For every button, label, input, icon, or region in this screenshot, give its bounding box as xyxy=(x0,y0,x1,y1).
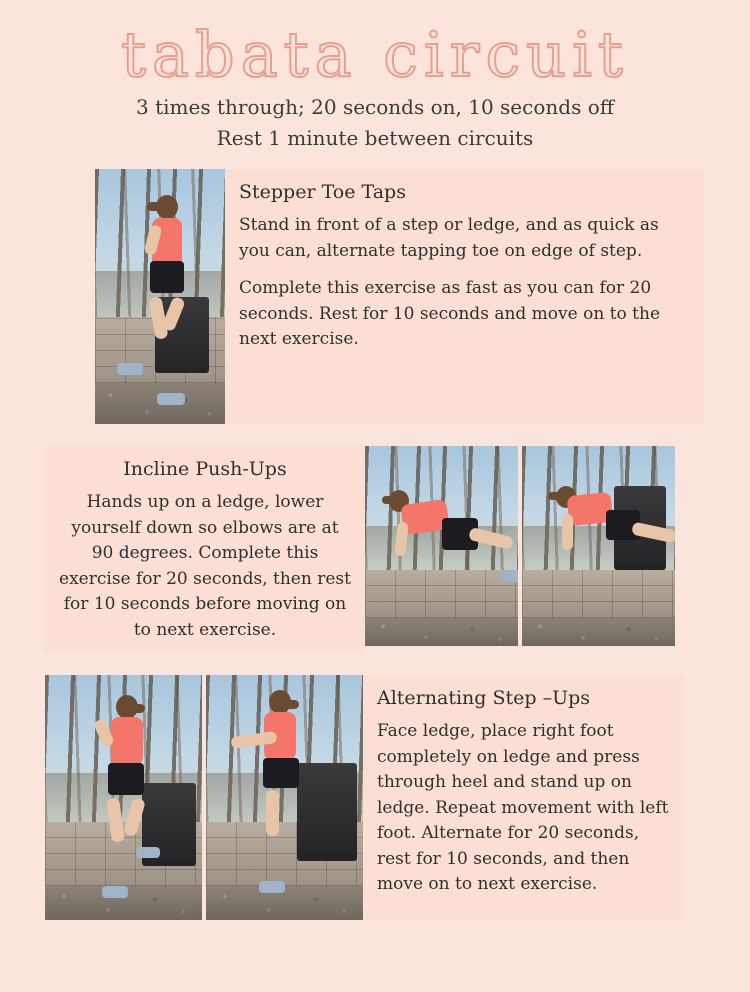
photo-woman-step-up-start-position xyxy=(45,675,202,920)
photo-group xyxy=(45,675,363,920)
subtitle-line-2: Rest 1 minute between circuits xyxy=(216,126,534,151)
figure-shoe-left xyxy=(102,886,128,898)
exercise-text-block xyxy=(225,169,705,424)
exercise-paragraph: Hands up on a ledge, lower yourself down so elbows are at 90 degrees. Complete this exercise for 20 seconds, then rest for 10 seconds before moving on to next exercise. xyxy=(59,492,351,640)
figure-arm xyxy=(562,514,573,550)
figure-ponytail xyxy=(147,202,161,211)
photo-group xyxy=(95,169,225,424)
figure-shoe-left xyxy=(117,363,143,375)
stone-wall xyxy=(522,570,675,618)
figure-shorts xyxy=(108,763,144,795)
photo-woman-incline-push-up-up-position xyxy=(522,446,675,646)
exercise-section-incline-push-ups xyxy=(45,446,750,653)
exercise-title: Stepper Toe Taps xyxy=(239,181,406,204)
figure-leg xyxy=(266,790,279,836)
exercise-paragraph: Complete this exercise as fast as you can for 20 seconds. Rest for 10 seconds and move on to the next exercise. xyxy=(239,278,661,350)
photo-woman-tapping-toe-on-stone-ledge xyxy=(95,169,225,424)
dark-grill-box xyxy=(297,763,357,861)
subtitle-line-1: 3 times through; 20 seconds on, 10 seconds off xyxy=(136,95,614,120)
figure-ponytail xyxy=(285,700,299,709)
figure-shorts xyxy=(263,758,299,788)
exercise-title: Alternating Step –Ups xyxy=(377,687,590,710)
figure-tank-top xyxy=(111,717,143,765)
photo-group xyxy=(365,446,675,653)
exercise-section-stepper-toe-taps xyxy=(95,169,750,424)
photo-woman-step-up-finish-position xyxy=(206,675,363,920)
figure-shoe xyxy=(500,570,518,582)
exercise-text-block xyxy=(363,675,683,920)
gravel-texture xyxy=(365,618,518,646)
figure-shoe xyxy=(259,881,285,893)
page-title: tabata circuit xyxy=(121,18,629,91)
figure-ponytail xyxy=(382,496,395,504)
stone-wall xyxy=(365,570,518,618)
exercise-paragraph: Face ledge, place right foot completely on ledge and press through heel and stand up on ledge. Repeat movement with left foot. Alternate for 20 seconds, rest for 10 seconds, and then move on to next exercise. xyxy=(377,721,669,895)
exercise-title: Incline Push-Ups xyxy=(123,458,287,481)
exercise-text-block xyxy=(45,446,365,653)
figure-shoe-right xyxy=(136,847,160,858)
photo-woman-incline-push-up-down-position xyxy=(365,446,518,646)
gravel-texture xyxy=(522,618,675,646)
figure-ponytail xyxy=(548,492,561,500)
gravel-texture xyxy=(206,886,363,920)
exercise-paragraph: Stand in front of a step or ledge, and as quick as you can, alternate tapping toe on edge of step. xyxy=(239,215,659,261)
figure-shoe-right xyxy=(157,393,185,405)
figure-shorts xyxy=(150,261,184,293)
exercise-section-alternating-step-ups xyxy=(45,675,750,920)
